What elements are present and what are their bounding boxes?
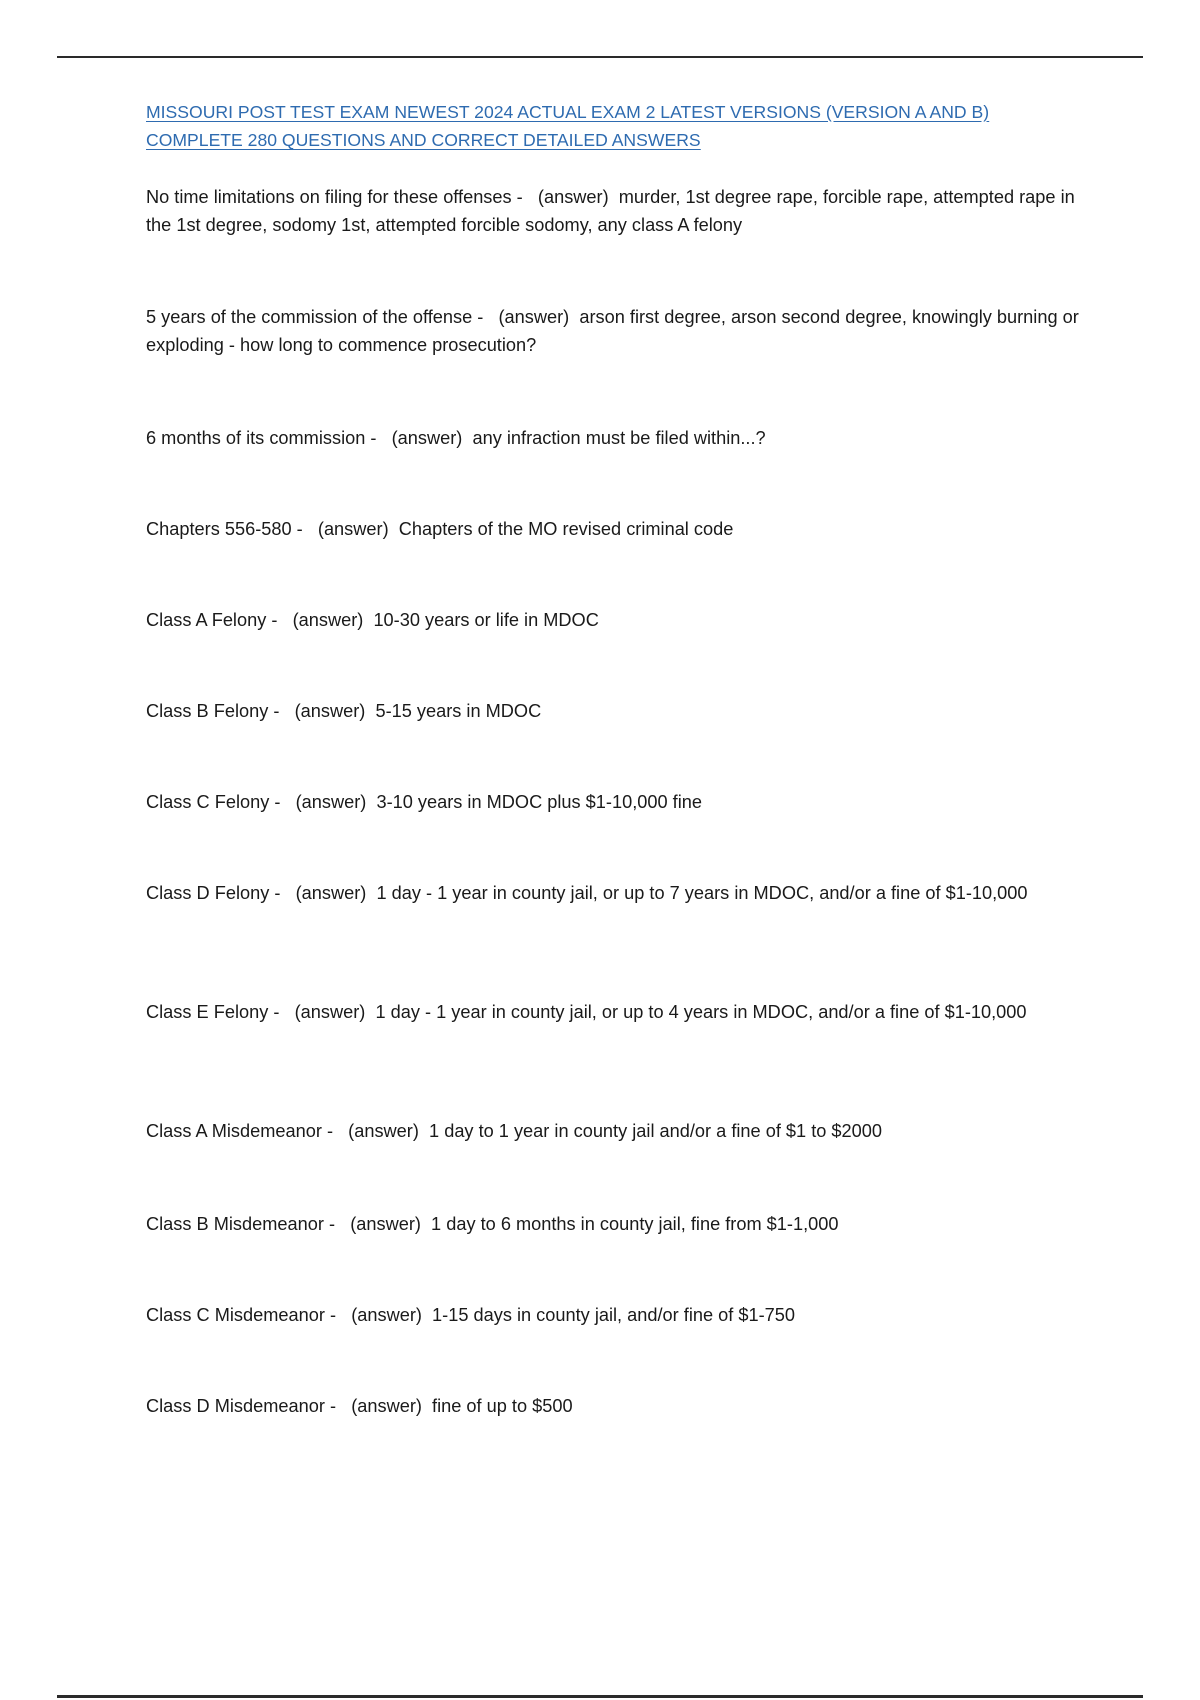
qa-answer: fine of up to $500 — [432, 1396, 573, 1416]
qa-item — [146, 183, 1101, 239]
qa-term: 6 months of its commission - — [146, 428, 377, 448]
answer-marker: (answer) — [350, 1214, 421, 1234]
qa-term: Class B Misdemeanor - — [146, 1214, 336, 1234]
answer-marker: (answer) — [351, 1396, 422, 1416]
qa-answer: 1 day to 6 months in county jail, fine from $1-1,000 — [431, 1214, 839, 1234]
qa-answer: 5-15 years in MDOC — [375, 701, 542, 721]
bottom-divider — [57, 1695, 1143, 1698]
qa-answer: 3-10 years in MDOC plus $1-10,000 fine — [376, 792, 702, 812]
qa-item — [146, 515, 1101, 543]
qa-item — [146, 424, 1101, 452]
qa-item — [146, 1392, 1101, 1420]
qa-term: Chapters 556-580 - — [146, 519, 303, 539]
qa-answer: Chapters of the MO revised criminal code — [398, 519, 734, 539]
title-link-line2[interactable]: COMPLETE 280 QUESTIONS AND CORRECT DETAILED ANSWERS — [146, 130, 701, 150]
qa-term: No time limitations on filing for these offenses - — [146, 187, 523, 207]
qa-answer: 1 day - 1 year in county jail, or up to 4 years in MDOC, and/or a fine of $1-10,000 — [375, 1002, 1027, 1022]
document-body — [146, 98, 1101, 1416]
qa-answer: any infraction must be filed within...? — [472, 428, 766, 448]
answer-marker: (answer) — [498, 307, 570, 327]
qa-item — [146, 697, 1101, 725]
qa-item — [146, 879, 1101, 907]
qa-answer: arson first degree, arson second degree, knowingly burning or exploding - how long to commence prosecution? — [146, 307, 1079, 355]
answer-marker: (answer) — [537, 187, 609, 207]
answer-marker: (answer) — [317, 519, 389, 539]
qa-term: Class B Felony - — [146, 701, 280, 721]
qa-term: Class D Felony - — [146, 883, 281, 903]
qa-answer: 1 day to 1 year in county jail and/or a fine of $1 to $2000 — [429, 1121, 883, 1141]
qa-term: Class E Felony - — [146, 1002, 280, 1022]
qa-item — [146, 606, 1101, 634]
qa-item — [146, 998, 1101, 1026]
answer-marker: (answer) — [391, 428, 463, 448]
document-title — [146, 98, 1101, 154]
answer-marker: (answer) — [351, 1305, 422, 1325]
qa-item — [146, 788, 1101, 816]
title-link-line1[interactable]: MISSOURI POST TEST EXAM NEWEST 2024 ACTUAL EXAM 2 LATEST VERSIONS (VERSION A AND B) — [146, 102, 990, 122]
qa-term: Class A Misdemeanor - — [146, 1121, 333, 1141]
qa-term: Class A Felony - — [146, 610, 278, 630]
answer-marker: (answer) — [295, 883, 367, 903]
answer-marker: (answer) — [292, 610, 364, 630]
qa-term: 5 years of the commission of the offense - — [146, 307, 484, 327]
answer-marker: (answer) — [294, 701, 366, 721]
answer-marker: (answer) — [295, 792, 367, 812]
qa-term: Class C Misdemeanor - — [146, 1305, 337, 1325]
top-divider — [57, 56, 1143, 58]
qa-term: Class D Misdemeanor - — [146, 1396, 337, 1416]
qa-item — [146, 1301, 1101, 1329]
qa-answer: murder, 1st degree rape, forcible rape, attempted rape in the 1st degree, sodomy 1st, attempted forcible sodomy, any class A felony — [146, 187, 1075, 235]
qa-item — [146, 303, 1101, 359]
qa-answer: 1 day - 1 year in county jail, or up to 7 years in MDOC, and/or a fine of $1-10,000 — [376, 883, 1028, 903]
qa-item — [146, 1117, 1101, 1145]
qa-term: Class C Felony - — [146, 792, 281, 812]
qa-item — [146, 1210, 1101, 1238]
answer-marker: (answer) — [348, 1121, 419, 1141]
qa-answer: 10-30 years or life in MDOC — [373, 610, 599, 630]
qa-answer: 1-15 days in county jail, and/or fine of $1-750 — [432, 1305, 796, 1325]
answer-marker: (answer) — [294, 1002, 366, 1022]
